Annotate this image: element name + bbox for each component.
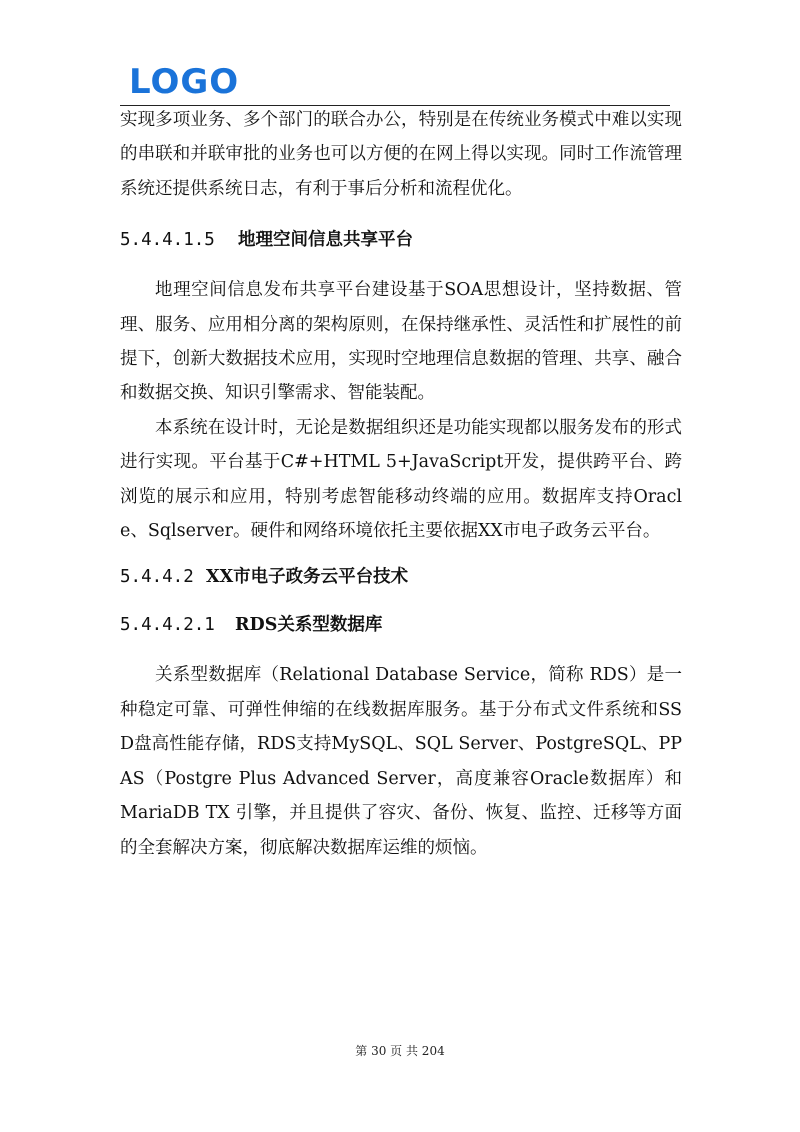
paragraph-continued: 实现多项业务、多个部门的联合办公，特别是在传统业务模式中难以实现的串联和并联审批的业务也可以方便的在网上得以实现。同时工作流管理系统还提供系统日志，有利于事后分析和流程优化。	[120, 110, 682, 199]
page-number-footer: 第 30 页 共 204	[355, 1044, 445, 1058]
section-number: 5.4.4.2.1	[120, 615, 215, 636]
paragraph-system-design: 本系统在设计时，无论是数据组织还是功能实现都以服务发布的形式进行实现。平台基于C#+HTML 5+JavaScript开发，提供跨平台、跨浏览的展示和应用，特别考虑智能移动终端的应用。数据库支持Oracle、Sqlserver。硬件和网络环境依托主要依据XX市电子政务云平台。	[120, 417, 682, 542]
paragraph-rds: 关系型数据库（Relational Database Service，简称 RDS）是一种稳定可靠、可弹性伸缩的在线数据库服务。基于分布式文件系统和SSD盘高性能存储，RDS支持MySQL、SQL Server、PostgreSQL、PPAS（Postgre Plus Advanced Server，高度兼容Oracle数据库）和 MariaDB TX 引擎，并且提供了容灾、备份、恢复、监控、迁移等方面的全套解决方案，彻底解决数据库运维的烦恼。	[120, 665, 682, 858]
section-heading-5-4-4-2-1	[120, 608, 682, 642]
section-heading-5-4-4-2	[120, 560, 682, 594]
section-number: 5.4.4.1.5	[120, 230, 215, 251]
section-title: 地理空间信息共享平台	[238, 230, 413, 251]
section-heading-5-4-4-1-5	[120, 223, 682, 257]
section-number: 5.4.4.2	[120, 567, 194, 588]
page-header	[120, 58, 670, 108]
paragraph-geospatial-platform: 地理空间信息发布共享平台建设基于SOA思想设计，坚持数据、管理、服务、应用相分离的架构原则，在保持继承性、灵活性和扩展性的前提下，创新大数据技术应用，实现时空地理信息数据的管理、共享、融合和数据交换、知识引擎需求、智能装配。	[120, 280, 682, 404]
section-title: XX市电子政务云平台技术	[206, 567, 409, 588]
logo: LOGO	[129, 62, 240, 102]
section-title: RDS关系型数据库	[235, 615, 383, 636]
document-body	[120, 103, 682, 865]
